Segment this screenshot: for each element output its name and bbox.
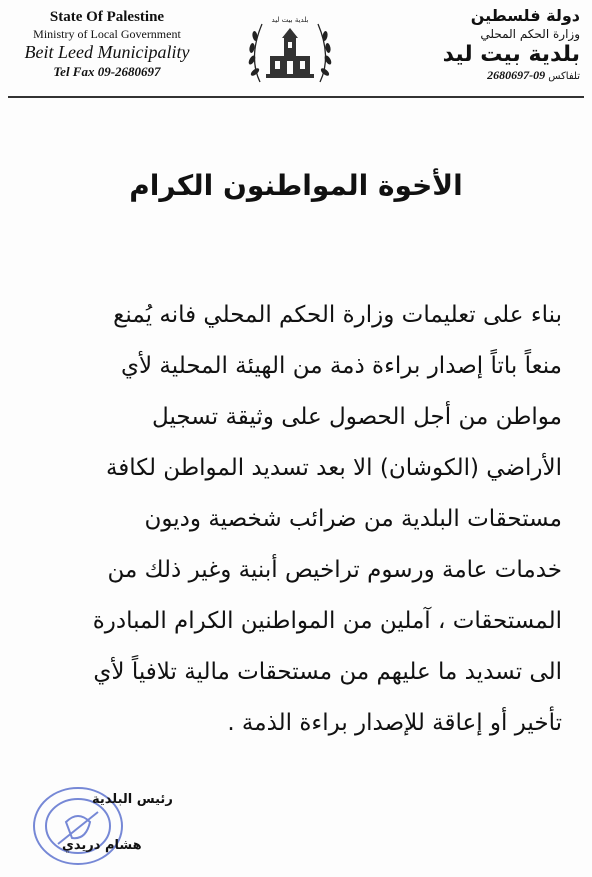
header-ministry-en: Ministry of Local Government — [33, 27, 181, 41]
header-english — [12, 8, 202, 80]
telfax-number-ar: 09-2680697 — [487, 68, 546, 82]
header-telfax-en: Tel Fax 09-2680697 — [53, 64, 161, 79]
header-ministry-ar: وزارة الحكم المحلي — [480, 27, 580, 41]
body-line: المستحقات ، آملين من المواطنين الكرام المبادرة — [92, 608, 562, 634]
body-line: منعاً باتاً إصدار براءة ذمة من الهيئة المحلية لأي — [121, 353, 562, 379]
body-line: بناء على تعليمات وزارة الحكم المحلي فانه يُمنع — [113, 302, 562, 328]
signature-title: رئيس البلدية — [92, 792, 173, 807]
body-line: الى تسديد ما عليهم من مستحقات مالية تلافياً لأي — [93, 659, 562, 685]
telfax-label-ar: تلفاكس — [548, 71, 580, 82]
emblem-text: بلدية بيت ليد — [271, 16, 309, 24]
header-divider — [8, 96, 584, 98]
municipality-emblem-icon — [240, 12, 340, 92]
body-line: الأراضي (الكوشان) الا بعد تسديد المواطن لكافة — [105, 455, 562, 481]
body-line: مستحقات البلدية من ضرائب شخصية وديون — [144, 506, 562, 532]
header-municipality-ar: بلدية بيت ليد — [442, 42, 580, 67]
letter-salutation: الأخوة المواطنون الكرام — [129, 169, 463, 202]
signature-name: هشام دريدي — [62, 838, 142, 853]
body-line: تأخير أو إعاقة للإصدار براءة الذمة . — [227, 710, 562, 736]
header-arabic — [405, 6, 580, 84]
header-state-en: State Of Palestine — [49, 9, 165, 25]
body-line: خدمات عامة ورسوم تراخيص أبنية وغير ذلك من — [107, 557, 562, 583]
header-telfax-ar — [405, 68, 580, 84]
body-line: مواطن من أجل الحصول على وثيقة تسجيل — [152, 404, 562, 430]
letter-body — [28, 290, 562, 749]
header-municipality-en: Beit Leed Municipality — [24, 42, 190, 62]
header-state-ar: دولة فلسطين — [470, 6, 580, 25]
